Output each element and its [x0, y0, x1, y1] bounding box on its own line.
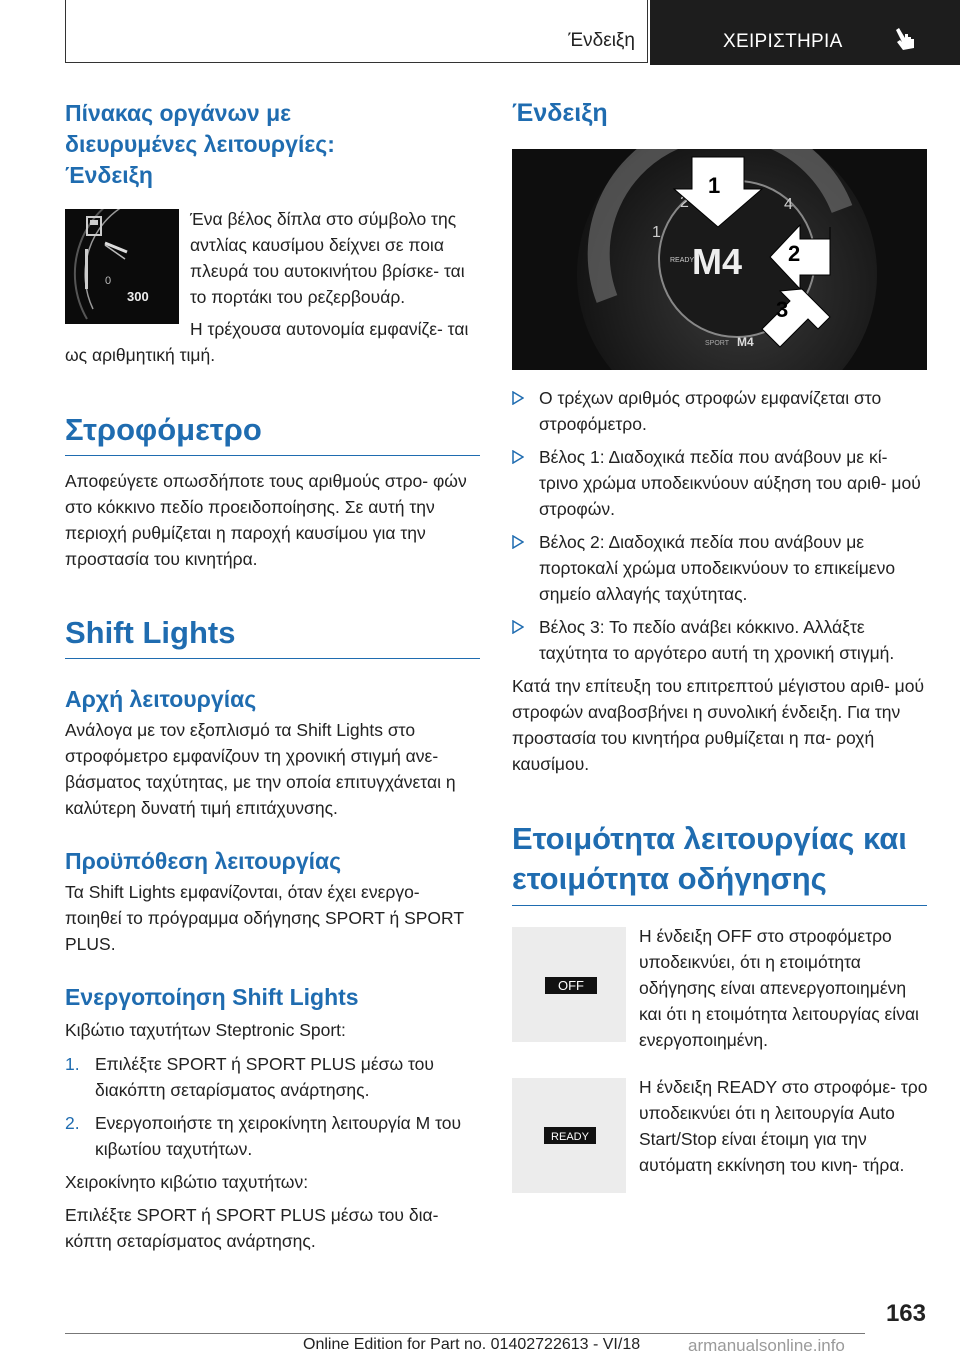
svg-text:1: 1	[652, 224, 661, 241]
principle-heading: Αρχή λειτουργίας	[65, 686, 257, 712]
fuel-para-2: Η τρέχουσα αυτονομία εμφανίζε- ται ως αριθμητική τιμή.	[65, 319, 469, 365]
bullet-text: Βέλος 1: Διαδοχικά πεδία που ανάβουν με κί- τρινο χρώμα υποδεικνύουν αύξηση του αριθ- μού στροφών.	[539, 447, 921, 519]
triangle-bullet-icon	[512, 450, 524, 464]
bullet-text: Βέλος 2: Διαδοχικά πεδία που ανάβουν με πορτοκαλί χρώμα υποδεικνύουν το επικείμενο σημείο αλλαγής ταχύτητας.	[539, 532, 896, 604]
tacho-heading: Στροφόμετρο	[65, 411, 480, 456]
triangle-bullet-icon	[512, 535, 524, 549]
svg-text:2: 2	[680, 194, 689, 211]
tacho-para: Αποφεύγετε οπωσδήποτε τους αριθμούς στρο- φών στο κόκκινο πεδίο προειδοποίησης. Σε αυτή την περιοχή ρυθμίζεται η παροχή καυσίμου για την προστασία του κινητήρα.	[65, 471, 467, 569]
bullet-text: Βέλος 3: Το πεδίο ανάβει κόκκινο. Αλλάξτε ταχύτητα το αργότερο αυτή τη χρονική στιγμή.	[539, 617, 895, 663]
page-header	[65, 0, 960, 65]
step-item	[65, 1110, 480, 1162]
svg-text:SPORT: SPORT	[705, 340, 729, 347]
svg-text:0: 0	[105, 275, 112, 287]
fuel-para-1: Ένα βέλος δίπλα στο σύμβολο της αντλίας καυσίμου δείχνει σε ποια πλευρά του αυτοκινήτου βρίσκε- ται το πορτάκι του ρεζερβουάρ.	[190, 209, 465, 307]
footer-divider	[65, 1333, 865, 1334]
svg-text:M4: M4	[737, 335, 754, 349]
fuel-heading: Πίνακας οργάνων με διευρυμένες λειτουργίες: Ένδειξη	[65, 100, 335, 188]
manual-para: Επιλέξτε SPORT ή SPORT PLUS μέσω του δια- κόπτη σεταρίσματος ανάρτησης.	[65, 1205, 439, 1251]
step-number: 2.	[65, 1113, 80, 1133]
off-para: Η ένδειξη OFF στο στροφόμετρο υποδεικνύει, ότι η ετοιμότητα οδήγησης είναι απενεργοποιημένη και ότι η ετοιμότητα λειτουργίας είναι ενεργοποιημένη.	[639, 926, 919, 1050]
left-column	[65, 98, 480, 1251]
gear-indicator: M4	[692, 241, 743, 282]
ready-indicator-image	[512, 1078, 626, 1193]
off-badge: OFF	[558, 978, 584, 993]
watermark: armanualsonline.info	[688, 1336, 845, 1355]
ready-para: Η ένδειξη READY στο στροφόμε- τρο υποδεικνύει ότι η λειτουργία Auto Start/Stop είναι έτοιμη για την αυτόματη εκκίνηση του κινη- τήρα.	[639, 1077, 928, 1175]
section-label: Ένδειξη	[568, 30, 635, 51]
triangle-bullet-icon	[512, 391, 524, 405]
bullet-item	[512, 385, 927, 437]
step-text: Ενεργοποιήστε τη χειροκίνητη λειτουργία M του κιβωτίου ταχυτήτων.	[95, 1113, 462, 1159]
prereq-heading: Προϋπόθεση λειτουργίας	[65, 848, 342, 874]
max-rpm-para: Κατά την επίτευξη του επιτρεπτού μέγιστου αριθ- μού στροφών αναβοσβήνει η συνολική ένδειξη. Για την προστασία του κινητήρα ρυθμίζεται η πα- ροχή καυσίμου.	[512, 676, 925, 774]
chapter-label: ΧΕΙΡΙΣΤΗΡΙΑ	[723, 31, 843, 52]
chapter-tab	[650, 0, 960, 65]
step-number: 1.	[65, 1054, 80, 1074]
rev-counter-graphic	[512, 149, 927, 370]
step-item	[65, 1051, 480, 1103]
fuel-gauge-image	[65, 209, 179, 324]
ready-badge: READY	[551, 1131, 589, 1143]
triangle-bullet-icon	[512, 620, 524, 634]
principle-para: Ανάλογα με τον εξοπλισμό τα Shift Lights στο στροφόμετρο εμφανίζουν τη χρονική στιγμή ανε- βάσματος ταχύτητας, με την οποία επιτυγχάνεται η καλύτερη δυνατή τιμή επιτάχυνσης.	[65, 720, 456, 818]
fuel-gauge-graphic	[65, 209, 179, 324]
page-number: 163	[885, 1300, 926, 1327]
callout-2: 2	[788, 241, 801, 266]
prereq-para: Τα Shift Lights εμφανίζονται, όταν έχει ενεργο- ποιηθεί το πρόγραμμα οδήγησης SPORT ή SPORT PLUS.	[65, 882, 464, 954]
hand-pointer-icon	[893, 26, 919, 52]
svg-text:4: 4	[784, 196, 793, 213]
right-column	[512, 98, 928, 1175]
readiness-heading: Ετοιμότητα λειτουργίας και ετοιμότητα οδήγησης	[512, 819, 927, 906]
activate-heading: Ενεργοποίηση Shift Lights	[65, 984, 359, 1010]
svg-text:READY: READY	[670, 257, 695, 264]
bullet-text: Ο τρέχων αριθμός στροφών εμφανίζεται στο στροφόμετρο.	[539, 388, 882, 434]
section-tab	[65, 0, 648, 63]
bullet-item	[512, 529, 927, 607]
fuel-range-value: 300	[127, 289, 149, 304]
edition-text: Online Edition for Part no. 01402722613 - VI/18	[303, 1336, 641, 1353]
display-heading: Ένδειξη	[512, 99, 608, 127]
bullet-item	[512, 444, 927, 522]
step-text: Επιλέξτε SPORT ή SPORT PLUS μέσω του διακόπτη σεταρίσματος ανάρτησης.	[95, 1054, 434, 1100]
rev-counter-image	[512, 149, 927, 370]
callout-3: 3	[776, 297, 789, 322]
manual-label: Χειροκίνητο κιβώτιο ταχυτήτων:	[65, 1172, 309, 1192]
steptronic-label: Κιβώτιο ταχυτήτων Steptronic Sport:	[65, 1020, 346, 1040]
callout-1: 1	[708, 173, 721, 198]
off-indicator-image	[512, 927, 626, 1042]
bullet-item	[512, 614, 927, 666]
shift-lights-heading: Shift Lights	[65, 614, 480, 659]
